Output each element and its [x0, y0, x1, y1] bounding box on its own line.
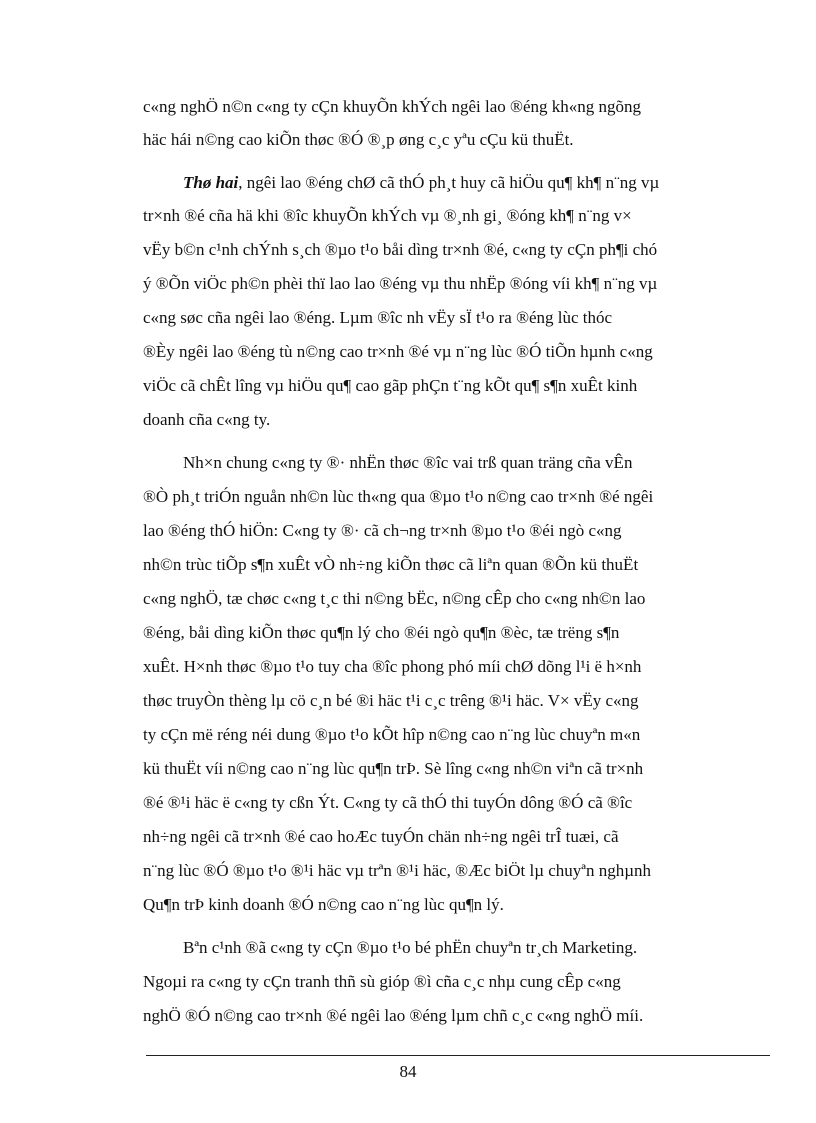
footer-rule — [146, 1055, 770, 1056]
text-line: ®éng, båi dìng kiÕn thøc qu¶n lý cho ®éi ngò qu¶n ®èc, tæ trëng s¶n — [143, 623, 620, 642]
text-line: nh©n trùc tiÕp s¶n xuÊt vÒ nh÷ng kiÕn thøc cã liªn quan ®Õn kü thuËt — [143, 555, 639, 574]
text-line: c«ng søc cña ngêi lao ®éng. Lµm ®îc nh vËy sÏ t¹o ra ®éng lùc thóc — [143, 308, 613, 327]
text-line: c«ng nghÖ, tæ chøc c«ng t¸c thi n©ng bËc, n©ng cÊp cho c«ng nh©n lao — [143, 589, 646, 608]
text-line: kü thuËt víi n©ng cao n¨ng lùc qu¶n trÞ. Sè lîng c«ng nh©n viªn cã tr×nh — [143, 759, 644, 778]
text-line: vËy b©n c¹nh chÝnh s¸ch ®µo t¹o båi dìng tr×nh ®é, c«ng ty cÇn ph¶i chó — [143, 240, 658, 259]
text-line: xuÊt. H×nh thøc ®µo t¹o tuy cha ®îc phong phó míi chØ dõng l¹i ë h×nh — [143, 657, 642, 676]
text-line: viÖc cã chÊt lîng vµ hiÖu qu¶ cao gãp phÇn t¨ng kÕt qu¶ s¶n xuÊt kinh — [143, 376, 638, 395]
text-line: nh÷ng ngêi cã tr×nh ®é cao hoÆc tuyÓn chän nh÷ng ngêi trÎ tuæi, cã — [143, 827, 619, 846]
text-line: ®é ®¹i häc ë c«ng ty cßn Ýt. C«ng ty cã thÓ thi tuyÓn dông ®Ó cã ®îc — [143, 793, 633, 812]
text-line: ®Èy ngêi lao ®éng tù n©ng cao tr×nh ®é vµ n¨ng lùc ®Ó tiÕn hµnh c«ng — [143, 342, 653, 361]
text-line: tr×nh ®é cña hä khi ®îc khuyÕn khÝch vµ ®¸nh gi¸ ®óng kh¶ n¨ng v× — [143, 206, 632, 225]
paragraph-first-line: Bªn c¹nh ®ã c«ng ty cÇn ®µo t¹o bé phËn chuyªn tr¸ch Marketing. — [183, 938, 638, 957]
text-line: doanh cña c«ng ty. — [143, 410, 271, 429]
text-line: n¨ng lùc ®Ó ®µo t¹o ®¹i häc vµ trªn ®¹i häc, ®Æc biÖt lµ chuyªn nghµnh — [143, 861, 652, 880]
text-line: häc hái n©ng cao kiÕn thøc ®Ó ®¸p øng c¸c yªu cÇu kü thuËt. — [143, 130, 574, 149]
paragraph-lead: Thø hai — [183, 173, 239, 192]
text-line: ®Ò ph¸t triÓn nguån nh©n lùc th«ng qua ®µo t¹o n©ng cao tr×nh ®é ngêi — [143, 487, 654, 506]
paragraph-first-line — [183, 173, 728, 193]
text-line: Ngoµi ra c«ng ty cÇn tranh thñ sù gióp ®ì cña c¸c nhµ cung cÊp c«ng — [143, 972, 621, 991]
text-line: , ngêi lao ®éng chØ cã thÓ ph¸t huy cã hiÖu qu¶ kh¶ n¨ng vµ — [238, 173, 660, 192]
text-line: c«ng nghÖ n©n c«ng ty cÇn khuyÕn khÝch ngêi lao ®éng kh«ng ngõng — [143, 97, 641, 116]
paragraph-first-line: Nh×n chung c«ng ty ®· nhËn thøc ®îc vai trß quan träng cña vÊn — [183, 453, 633, 472]
text-line: thøc truyÒn thèng lµ cö c¸n bé ®i häc t¹i c¸c trêng ®¹i häc. V× vËy c«ng — [143, 691, 639, 710]
text-line: Qu¶n trÞ kinh doanh ®Ó n©ng cao n¨ng lùc qu¶n lý. — [143, 895, 504, 914]
text-line: lao ®éng thÓ hiÖn: C«ng ty ®· cã ch¬ng tr×nh ®µo t¹o ®éi ngò c«ng — [143, 521, 622, 540]
text-line: nghÖ ®Ó n©ng cao tr×nh ®é ngêi lao ®éng lµm chñ c¸c c«ng nghÖ míi. — [143, 1006, 644, 1025]
text-line: ý ®Õn viÖc ph©n phèi thï lao lao ®éng vµ thu nhËp ®óng víi kh¶ n¨ng vµ — [143, 274, 658, 293]
text-line: ty cÇn më réng néi dung ®µo t¹o kÕt hîp n©ng cao n¨ng lùc chuyªn m«n — [143, 725, 641, 744]
page-number: 84 — [399, 1062, 417, 1081]
